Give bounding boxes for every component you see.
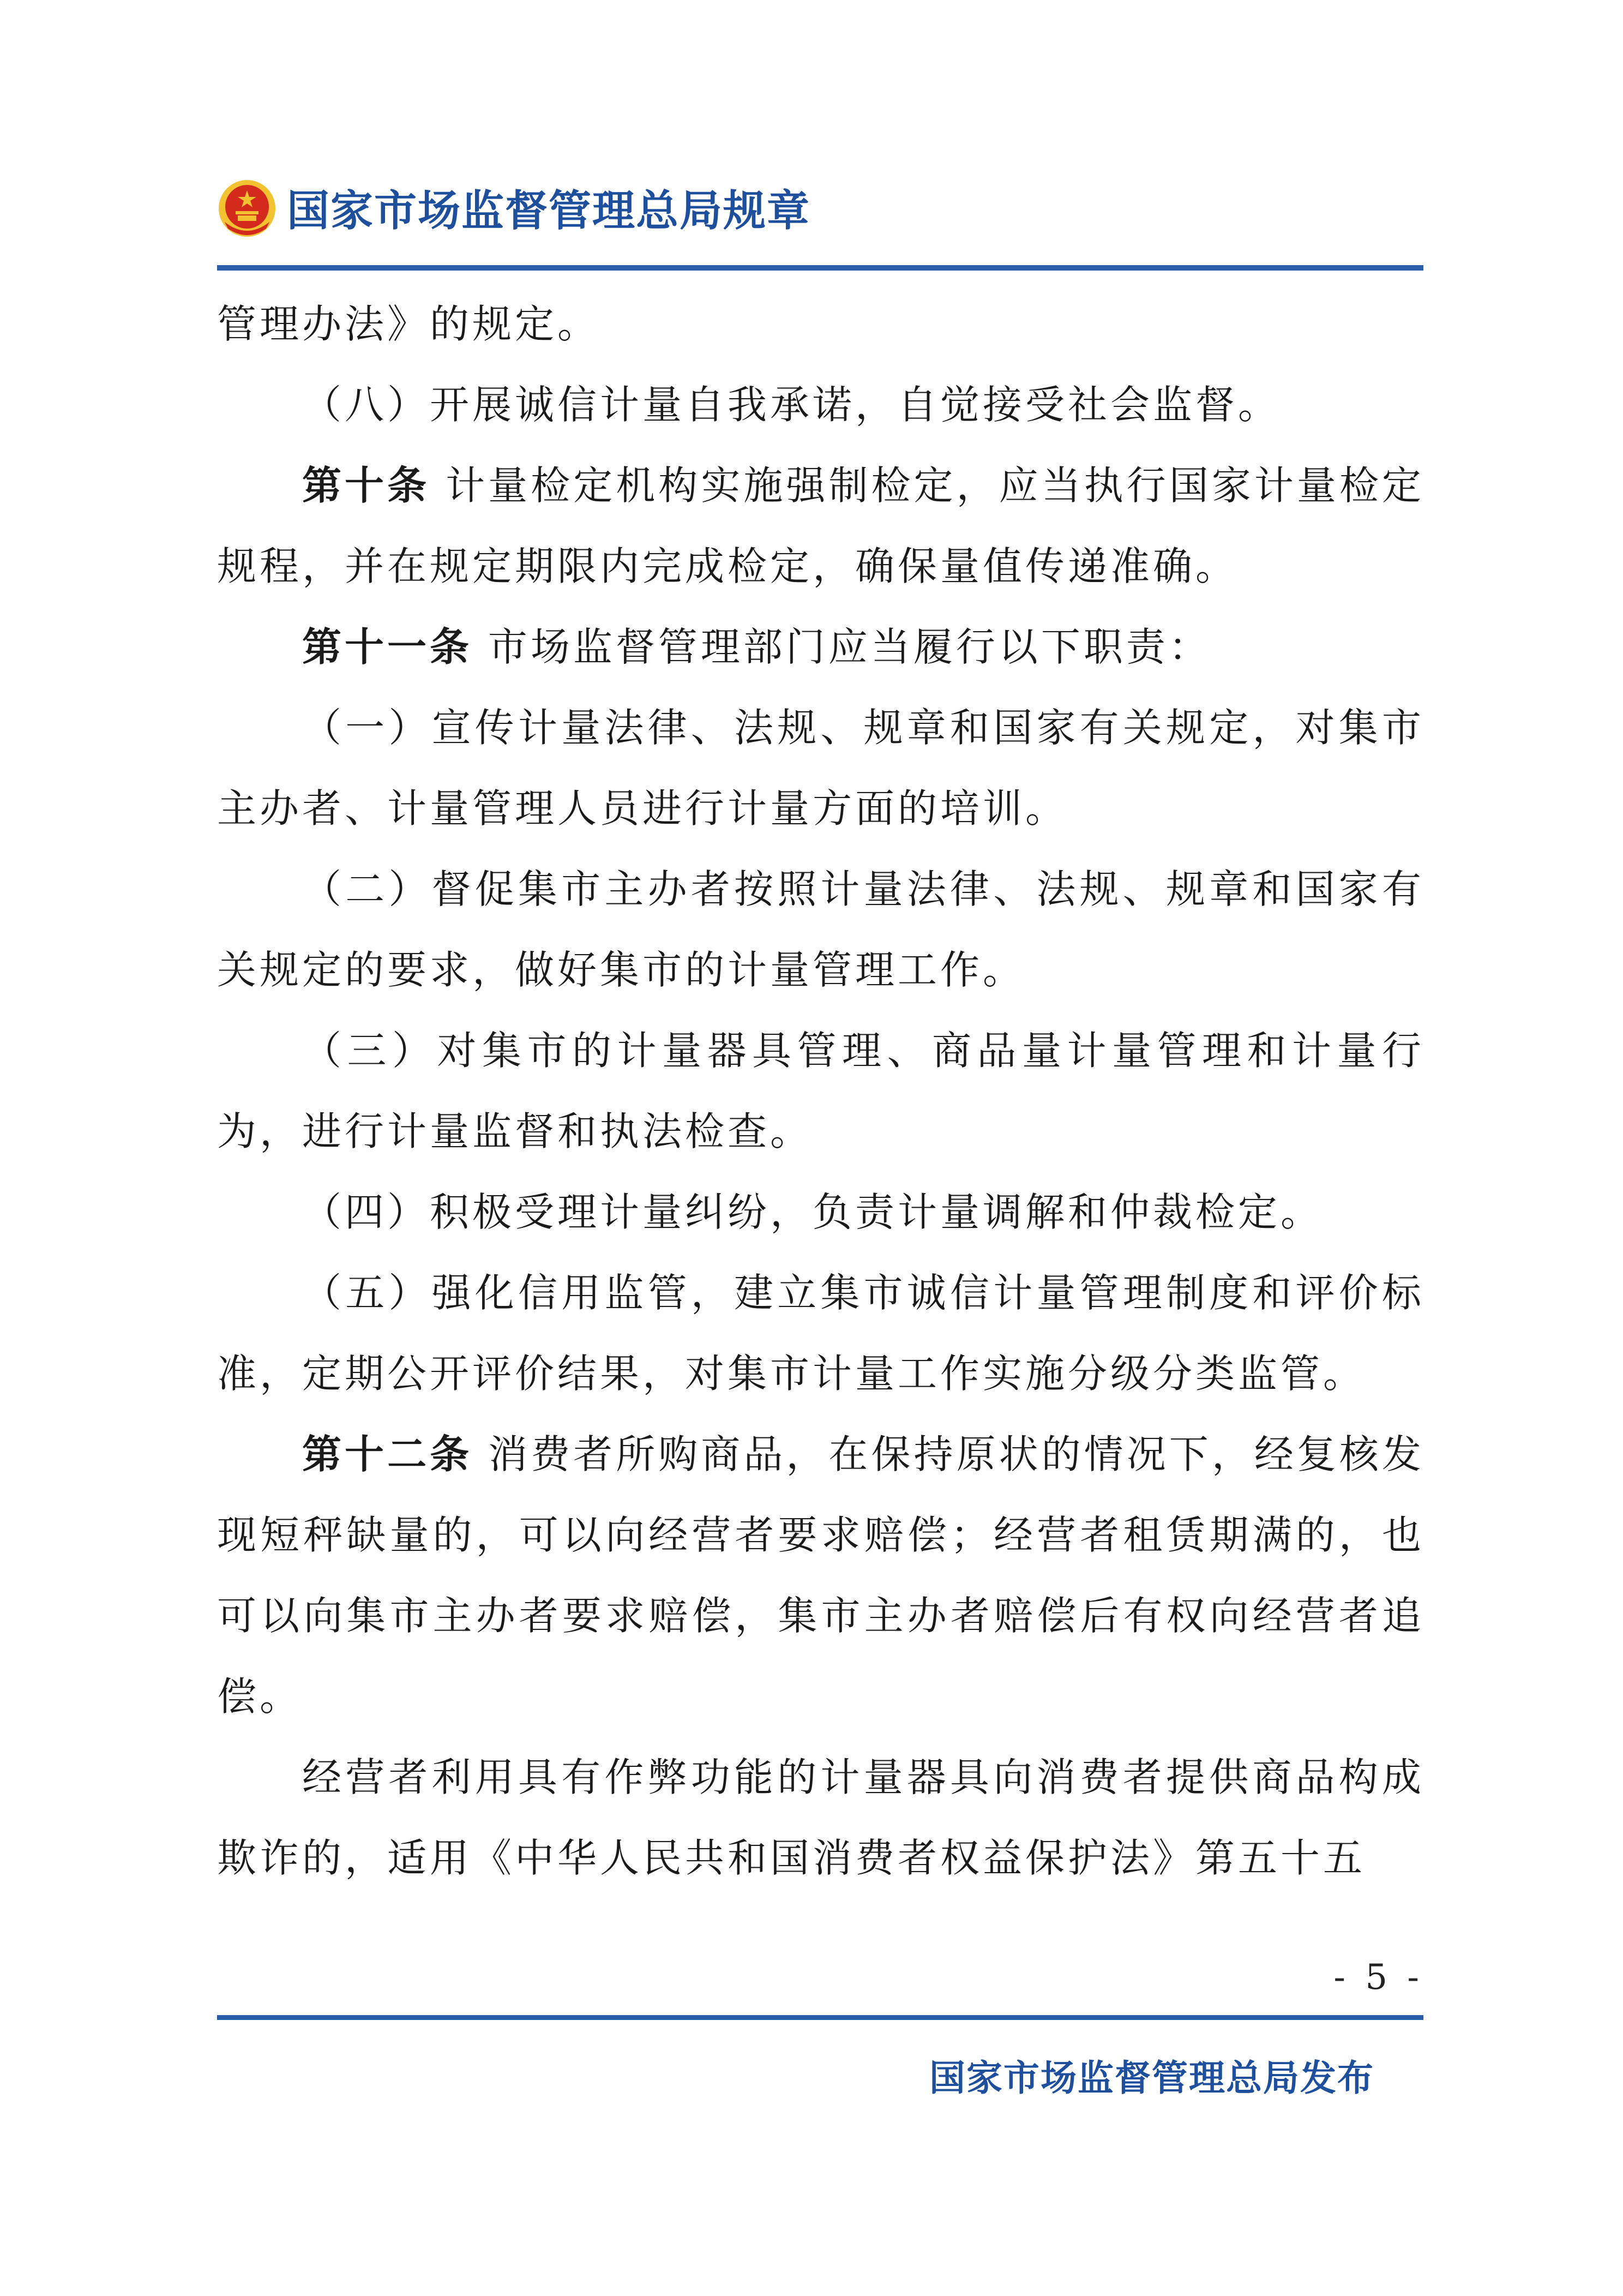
paragraph-text: 消费者所购商品，在保持原状的情况下，经复核发现短秤缺量的，可以向经营者要求赔偿；经营者租赁期满的，也可以向集市主办者要求赔偿，集市主办者赔偿后有权向经营者追偿。 [217,1431,1424,1719]
paragraph [217,607,1424,687]
article-number: 第十一条 [302,624,473,670]
national-emblem-icon [217,178,277,238]
paragraph [217,687,1424,849]
page-number: - 5 - [1333,1957,1423,1998]
paragraph [217,445,1424,607]
paragraph-text: 计量检定机构实施强制检定，应当执行国家计量检定规程，并在规定期限内完成检定，确保量值传递准确。 [217,463,1424,589]
document-body [217,284,1424,1898]
article-number: 第十条 [302,462,430,508]
paragraph [217,1172,1424,1252]
paragraph [217,364,1424,445]
paragraph [217,1252,1424,1414]
paragraph-text: （一）宣传计量法律、法规、规章和国家有关规定，对集市主办者、计量管理人员进行计量方面的培训。 [217,705,1424,831]
paragraph [217,1737,1424,1898]
paragraph-text: （四）积极受理计量纠纷，负责计量调解和仲裁检定。 [302,1189,1324,1235]
paragraph [217,849,1424,1010]
header-title: 国家市场监督管理总局规章 [287,187,811,236]
article-number: 第十二条 [302,1431,473,1477]
paragraph [217,1010,1424,1172]
document-header [217,172,1428,248]
paragraph-text: （五）强化信用监管，建立集市诚信计量管理制度和评价标准，定期公开评价结果，对集市计量工作实施分级分类监管。 [217,1270,1424,1396]
paragraph-text: （八）开展诚信计量自我承诺，自觉接受社会监督。 [302,382,1281,428]
paragraph-text: 市场监督管理部门应当履行以下职责： [472,624,1211,670]
paragraph-text: （二）督促集市主办者按照计量法律、法规、规章和国家有关规定的要求，做好集市的计量管理工作。 [217,866,1424,993]
header-divider [217,265,1423,271]
paragraph [217,1414,1424,1737]
footer-publisher: 国家市场监督管理总局发布 [929,2057,1374,2099]
paragraph [217,284,1424,364]
paragraph-text: 管理办法》的规定。 [217,301,600,347]
paragraph-text: （三）对集市的计量器具管理、商品量计量管理和计量行为，进行计量监督和执法检查。 [217,1028,1424,1154]
footer-divider [217,2015,1423,2020]
paragraph-text: 经营者利用具有作弊功能的计量器具向消费者提供商品构成欺诈的，适用《中华人民共和国消费者权益保护法》第五十五 [217,1754,1424,1881]
